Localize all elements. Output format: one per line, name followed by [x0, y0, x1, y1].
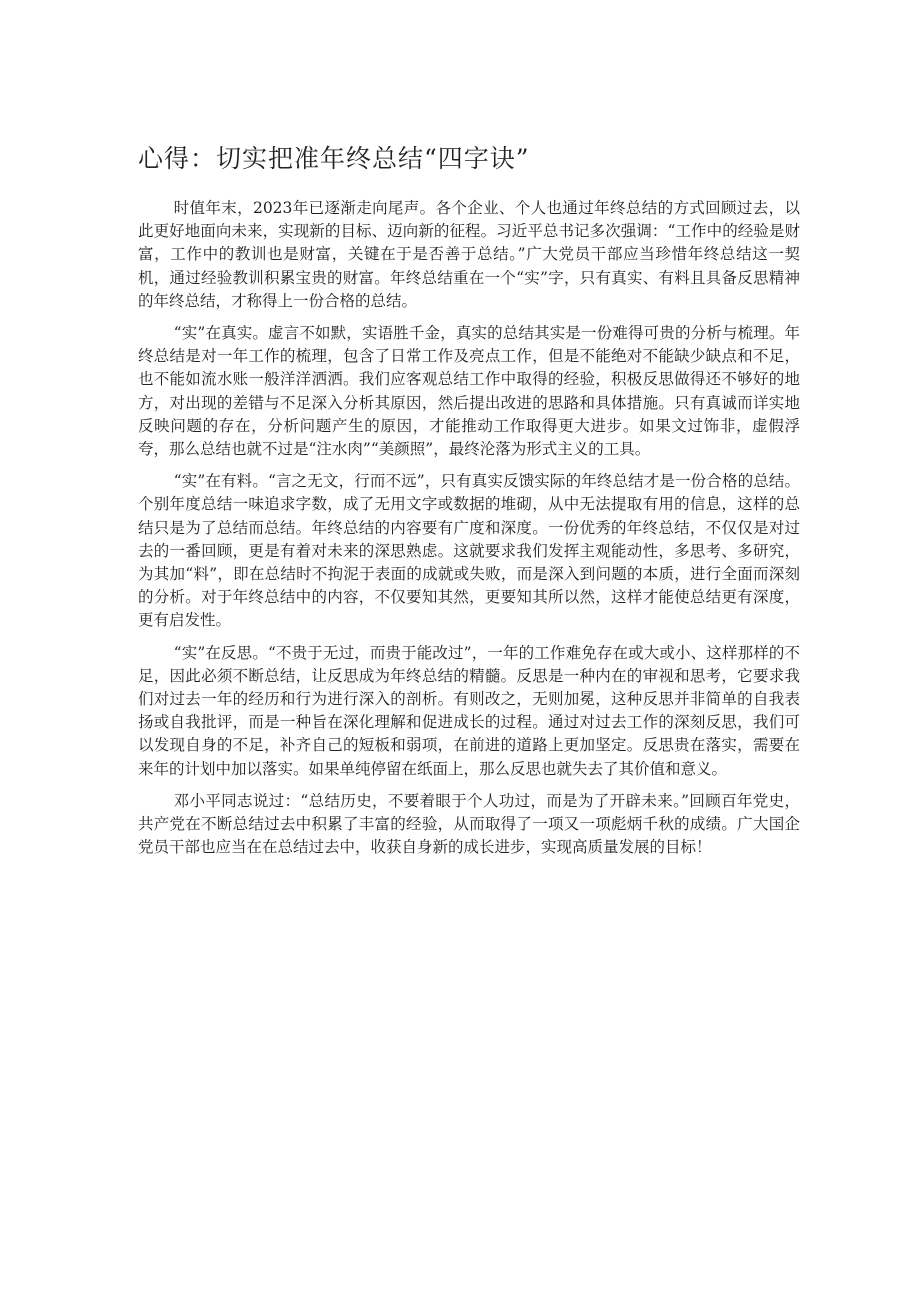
paragraph-intro: 时值年末，2023年已逐渐走向尾声。各个企业、个人也通过年终总结的方式回顾过去，以此更好地面向未来，实现新的目标、迈向新的征程。习近平总书记多次强调：“工作中的经验是财富，工作中的教训也是财富，关键在于是否善于总结。”广大党员干部应当珍惜年终总结这一契机，通过经验教训积累宝贵的财富。年终总结重在一个“实”字，只有真实、有料且具备反思精神的年终总结，才称得上一份合格的总结。 — [138, 199, 800, 310]
paragraph-substantive: “实”在有料。“言之无文，行而不远”，只有真实反馈实际的年终总结才是一份合格的总结。个别年度总结一味追求字数，成了无用文字或数据的堆砌，从中无法提取有用的信息，这样的总结只是为了总结而总结。年终总结的内容要有广度和深度。一份优秀的年终总结，不仅仅是对过去的一番回顾，更是有着对未来的深思熟虑。这就要求我们发挥主观能动性，多思考、多研究，为其加“料”，即在总结时不拘泥于表面的成就或失败，而是深入到问题的本质，进行全面而深刻的分析。对于年终总结中的内容，不仅要知其然，更要知其所以然，这样才能使总结更有深度，更有启发性。 — [138, 472, 800, 630]
document-page — [138, 141, 800, 868]
paragraph-conclusion: 邓小平同志说过：“总结历史，不要着眼于个人功过，而是为了开辟未来。”回顾百年党史，共产党在不断总结过去中积累了丰富的经验，从而取得了一项又一项彪炳千秋的成绩。广大国企党员干部也应当在在总结过去中，收获自身新的成长进步，实现高质量发展的目标！ — [138, 791, 800, 857]
paragraph-truthful: “实”在真实。虚言不如默，实语胜千金，真实的总结其实是一份难得可贵的分析与梳理。年终总结是对一年工作的梳理，包含了日常工作及亮点工作，但是不能绝对不能缺少缺点和不足，也不能如流水账一般洋洋洒洒。我们应客观总结工作中取得的经验，积极反思做得还不够好的地方，对出现的差错与不足深入分析其原因，然后提出改进的思路和具体措施。只有真诚而详实地反映问题的存在，分析问题产生的原因，才能推动工作取得更大进步。如果文过饰非，虚假浮夸，那么总结也就不过是“注水肉”“美颜照”，最终沦落为形式主义的工具。 — [138, 324, 800, 459]
document-title: 心得：切实把准年终总结“四字诀” — [138, 144, 530, 173]
paragraph-reflection: “实”在反思。“不贵于无过，而贵于能改过”，一年的工作难免存在或大或小、这样那样的不足，因此必须不断总结，让反思成为年终总结的精髓。反思是一种内在的审视和思考，它要求我们对过去一年的经历和行为进行深入的剖析。有则改之，无则加冕，这种反思并非简单的自我表扬或自我批评，而是一种旨在深化理解和促进成长的过程。通过对过去工作的深刻反思，我们可以发现自身的不足，补齐自己的短板和弱项，在前进的道路上更加坚定。反思贵在落实，需要在来年的计划中加以落实。如果单纯停留在纸面上，那么反思也就失去了其价值和意义。 — [138, 643, 800, 778]
